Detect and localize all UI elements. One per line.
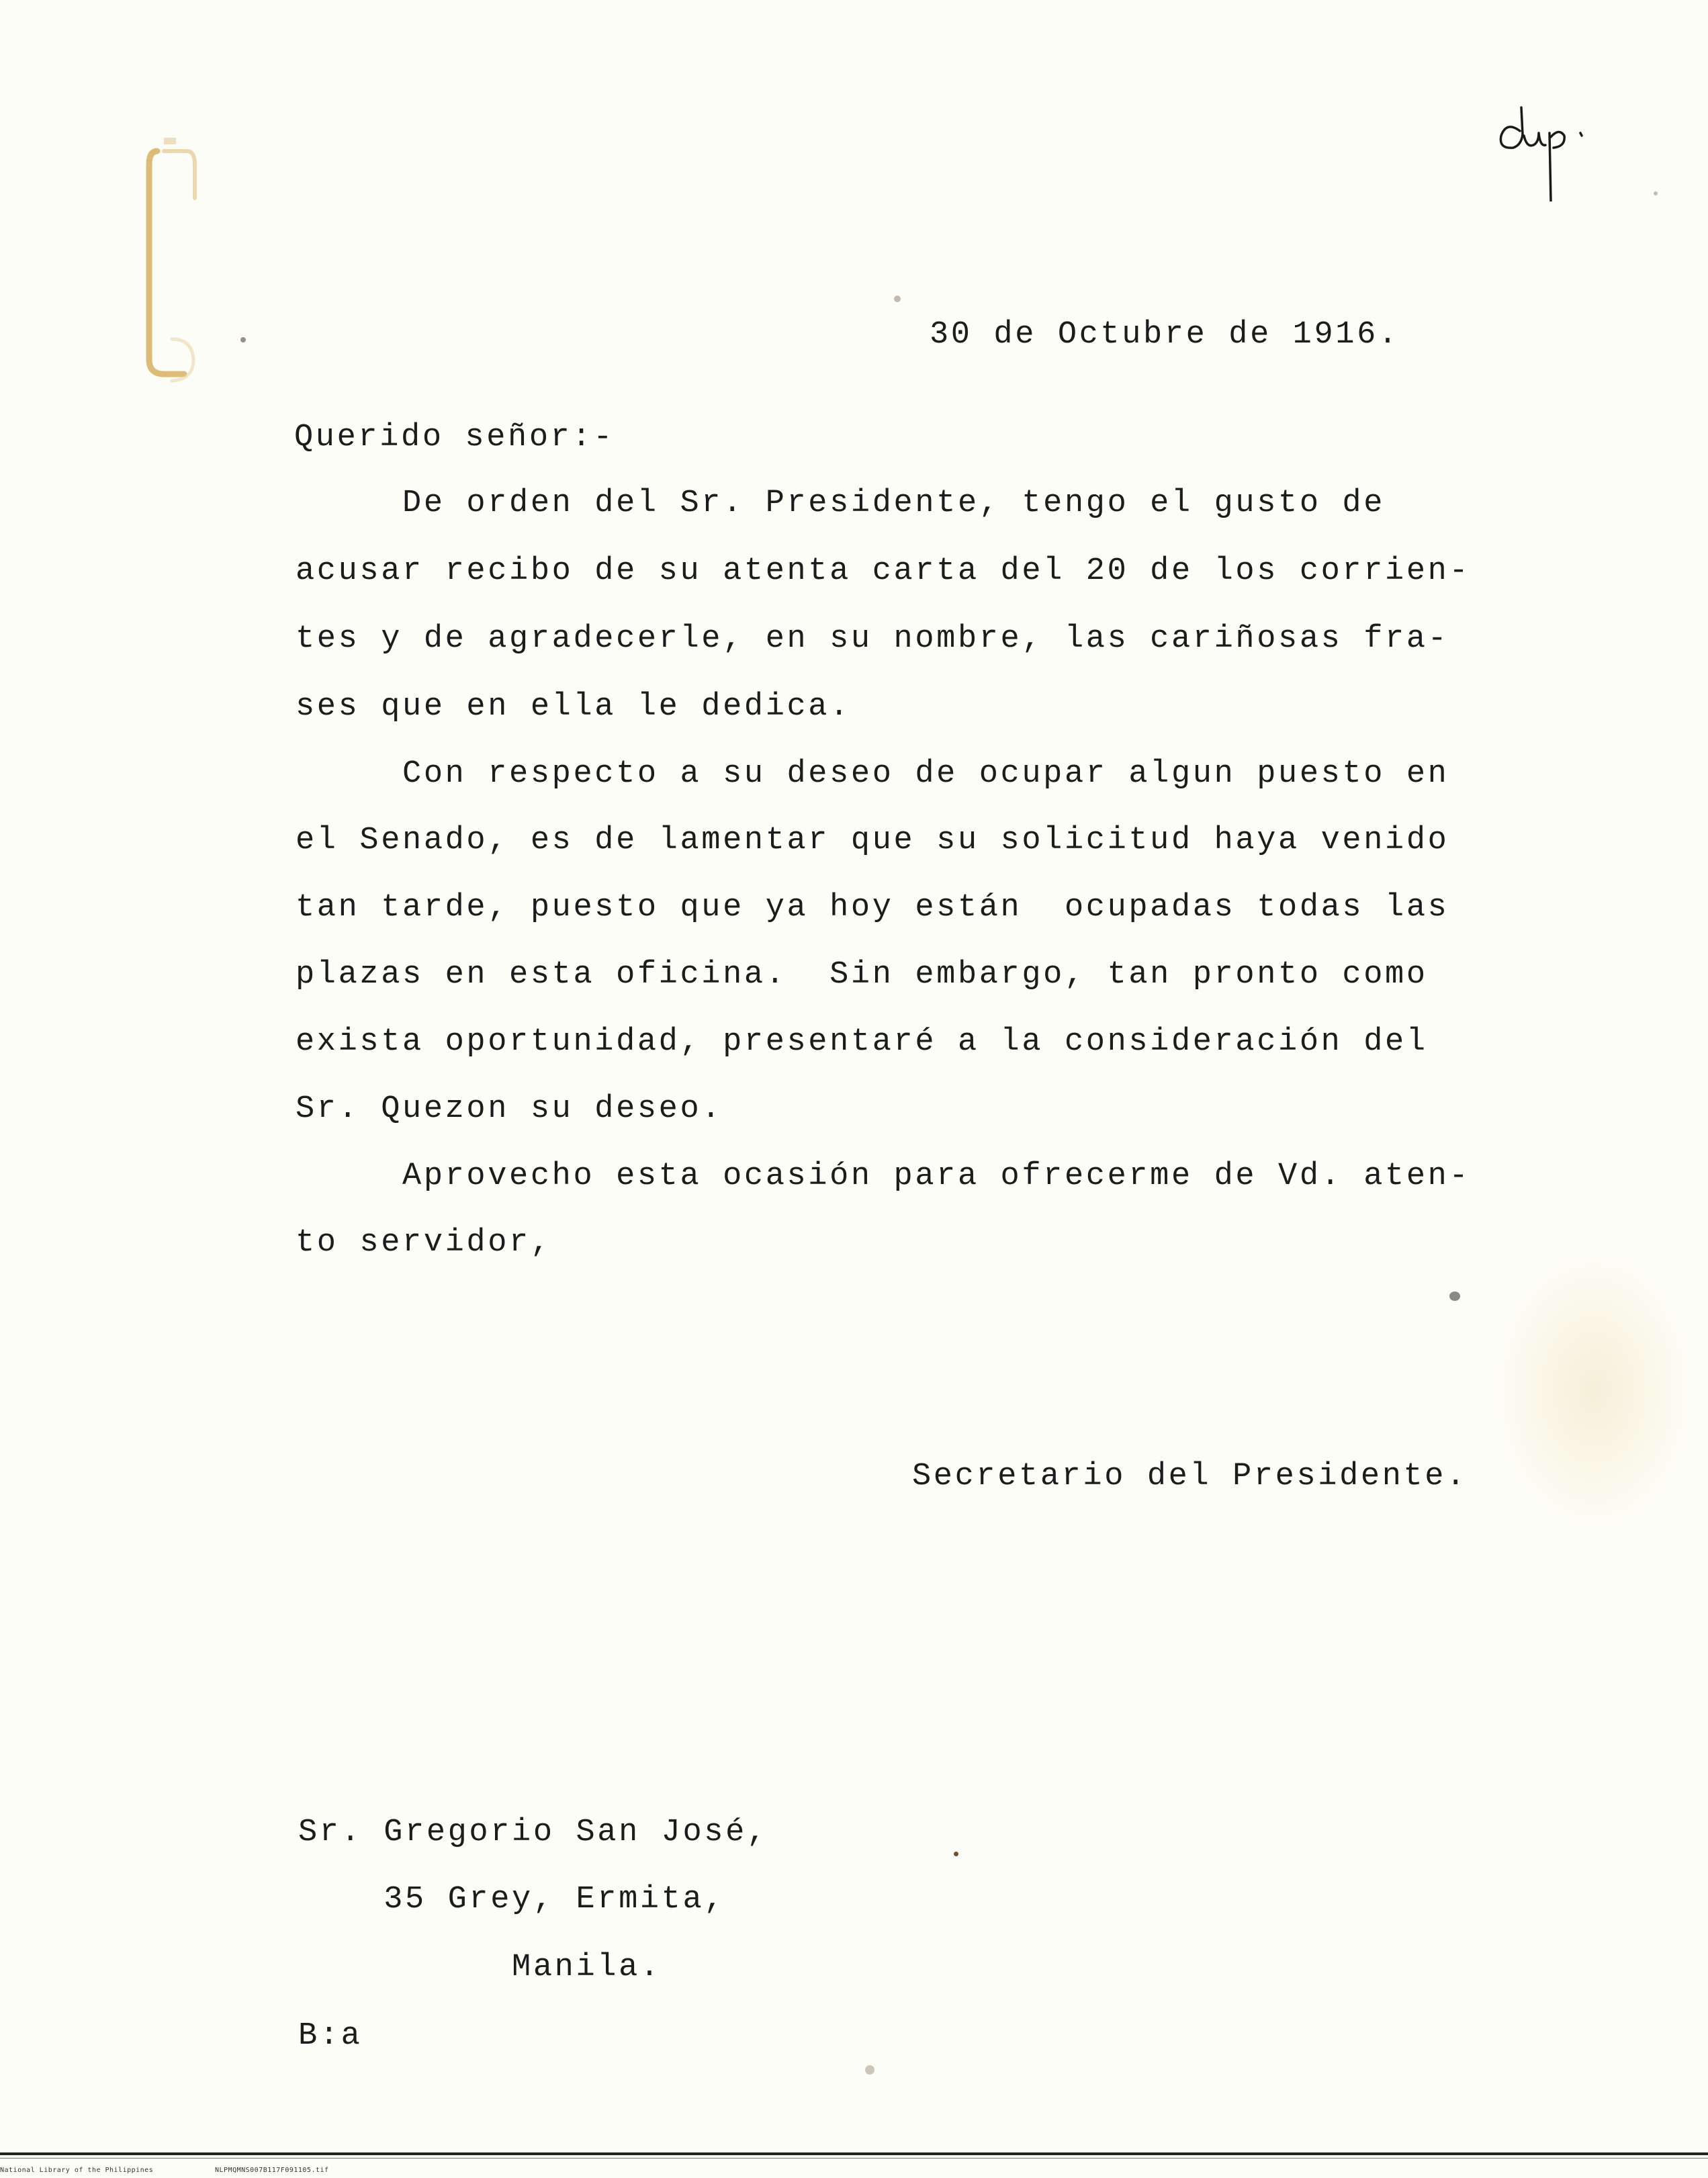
footer-library: National Library of the Philippines [0,2167,154,2174]
footer-rule [0,2152,1708,2155]
reference-initials: B:a [298,2018,363,2054]
body-line: Con respecto a su deseo de ocupar algun puesto en [296,756,1449,792]
body-line: tan tarde, puesto que ya hoy están ocupadas todas las [296,890,1449,925]
address-line: 35 Grey, Ermita, [298,1882,726,1917]
salutation: Querido señor:- [294,420,615,455]
ink-spot [1449,1291,1460,1301]
ink-spot [894,296,901,302]
body-line: to servidor, [296,1225,552,1261]
ink-spot [240,337,246,343]
footer-rule [0,2158,1708,2159]
ink-spot [1654,191,1658,195]
footer-file-id: NLPMQMNS007B117F091105.tif [215,2167,329,2174]
body-line: ses que en ella le dedica. [296,689,851,725]
body-line: Aprovecho esta ocasión para ofrecerme de Vd. aten- [296,1159,1471,1194]
paperclip-rust-mark [145,138,199,386]
ink-spot [865,2065,874,2075]
body-line: acusar recibo de su atenta carta del 20 de los corrien- [296,553,1471,589]
letter-date: 30 de Octubre de 1916. [930,317,1400,353]
signature-title: Secretario del Presidente. [912,1459,1468,1494]
address-line: Sr. Gregorio San José, [298,1815,768,1850]
paper-stain [1493,1249,1695,1531]
body-line: plazas en esta oficina. Sin embargo, tan pronto como [296,957,1428,993]
body-line: Sr. Quezon su deseo. [296,1091,723,1127]
handwritten-annotation [1494,94,1595,201]
body-line: el Senado, es de lamentar que su solicitud haya venido [296,823,1449,858]
address-line: Manila. [298,1950,662,1985]
body-line: exista oportunidad, presentaré a la consideración del [296,1024,1428,1060]
body-line: De orden del Sr. Presidente, tengo el gusto de [296,486,1386,521]
ink-spot [954,1852,958,1856]
body-line: tes y de agradecerle, en su nombre, las cariñosas fra- [296,621,1449,657]
